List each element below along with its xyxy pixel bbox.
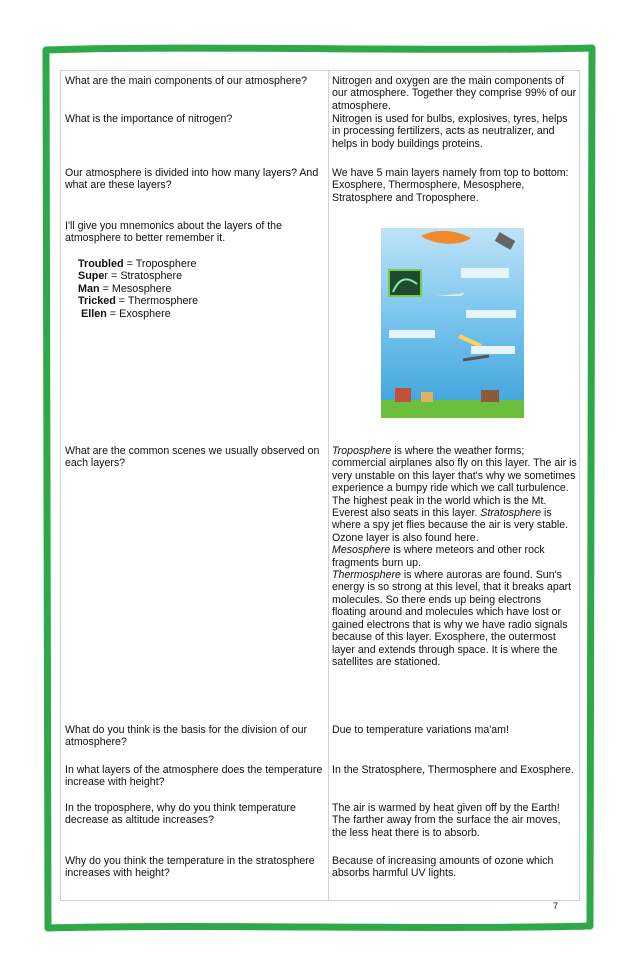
mnemonic-item: Troubled = Troposphere: [78, 258, 197, 270]
mnemonic-item: Ellen = Exosphere: [81, 307, 171, 320]
mnemonics-intro: I'll give you mnemonics about the layers of the atmosphere to better remember it.: [65, 220, 282, 245]
term-stratosphere: Stratosphere: [480, 507, 542, 520]
answer-troposphere-temp: The air is warmed by heat given off by the Earth! The farther away from the surface the air moves, the less heat there is to absorb.: [332, 802, 561, 839]
answer-basis: Due to temperature variations ma'am!: [332, 724, 509, 736]
table-bottom-rule: [60, 900, 580, 901]
mnemonic-list: [78, 258, 198, 320]
question-scenes: What are the common scenes we usually observed on each layers?: [65, 445, 320, 470]
table-top-rule: [60, 70, 580, 71]
atmosphere-layers-illustration: [381, 228, 524, 418]
table-left-rule: [60, 70, 61, 900]
table-right-rule: [579, 70, 580, 900]
answer-components: Nitrogen and oxygen are the main components of our atmosphere. Together they comprise 99% of our atmosphere.: [332, 75, 577, 112]
answer-scenes: Troposphere is where the weather forms; commercial airplanes also fly on this layer. The air is very unstable on this layer that's why we sometimes experience a bumpy ride which we call turbulence. The highest peak in the world which is the Mt. Everest also seats in this layer. Stratosphere is where a spy jet flies because the air is very stable. Ozone layer is also found here. Mesosphere is where meteors and other rock fragments burn up. Thermosphere is where auroras are found. Sun's energy is so strong at this level, that it breaks apart molecules. So there ends up being electrons floating around and molecules which have lost or gained electrons that is why we have radio signals because of this layer. Exosphere, the outermost layer and extends through space. It is where the satellites are stationed.: [332, 445, 577, 668]
question-components: What are the main components of our atmosphere?: [65, 75, 308, 87]
question-stratosphere-temp: Why do you think the temperature in the stratosphere increases with height?: [65, 855, 315, 880]
answer-layers: We have 5 main layers namely from top to bottom: Exosphere, Thermosphere, Mesosphere, Stratosphere and Troposphere.: [332, 167, 569, 204]
mnemonic-item: Man = Mesosphere: [78, 282, 172, 295]
term-mesosphere: Mesosphere: [332, 544, 391, 557]
answer-temp-increase: In the Stratosphere, Thermosphere and Exosphere.: [332, 764, 574, 776]
question-layers: Our atmosphere is divided into how many layers? And what are these layers?: [65, 167, 319, 192]
term-thermosphere: Thermosphere: [332, 569, 401, 582]
mnemonic-item: Tricked = Thermosphere: [78, 295, 199, 308]
question-nitrogen: What is the importance of nitrogen?: [65, 113, 233, 125]
term-troposphere: Troposphere: [332, 445, 392, 457]
question-temp-increase: In what layers of the atmosphere does the temperature increase with height?: [65, 764, 323, 789]
page-number: 7: [552, 901, 558, 911]
answer-stratosphere-temp: Because of increasing amounts of ozone which absorbs harmful UV lights.: [332, 855, 554, 880]
mnemonic-item: Super = Stratosphere: [78, 270, 183, 283]
worksheet-page: [60, 70, 580, 917]
question-troposphere-temp: In the troposphere, why do you think temperature decrease as altitude increases?: [65, 802, 296, 827]
question-basis: What do you think is the basis for the division of our atmosphere?: [65, 724, 308, 749]
answer-nitrogen: Nitrogen is used for bulbs, explosives, tyres, helps in processing fertilizers, acts as neutralizer, and helps in body buildings proteins.: [332, 113, 568, 150]
